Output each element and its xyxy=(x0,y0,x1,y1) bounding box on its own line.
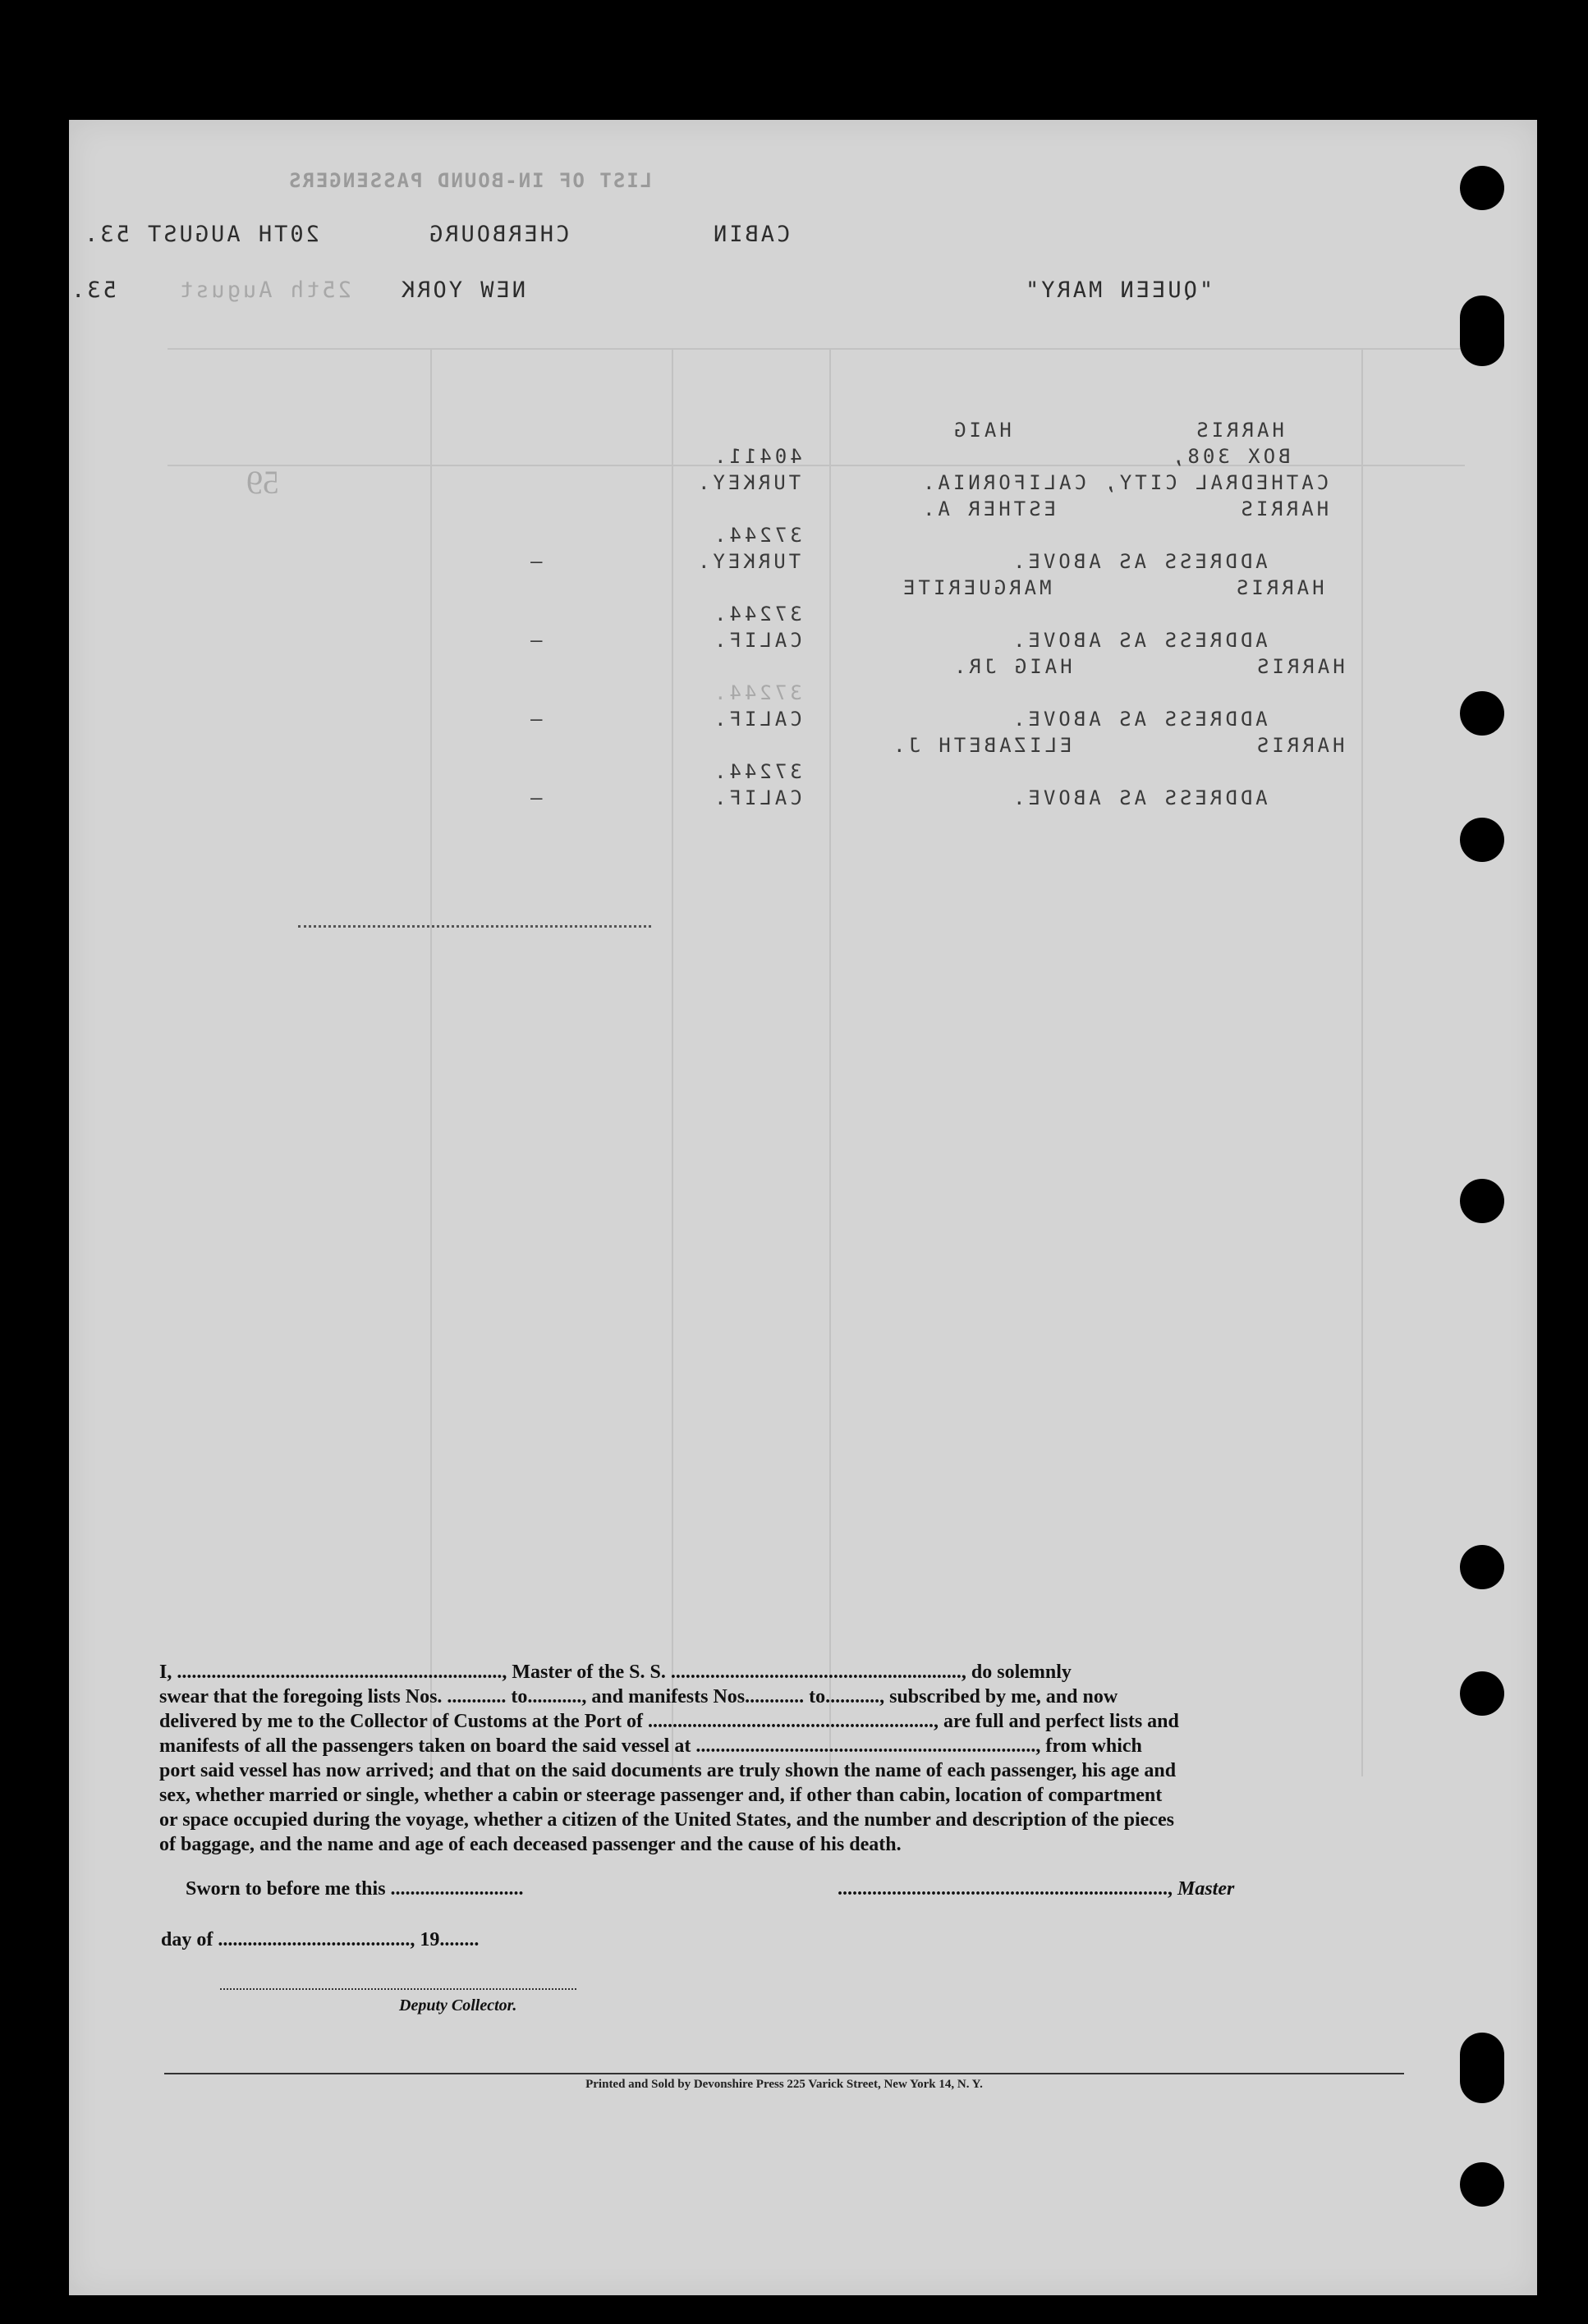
header-date: 20TH AUGUST 53. xyxy=(82,222,319,247)
header-port-to: NEW YORK xyxy=(399,277,526,303)
ghost-number: 59 xyxy=(246,464,279,501)
entry-0-country: TURKEY. xyxy=(695,471,801,494)
punch-hole xyxy=(1460,691,1504,736)
entry-4-country: CALIF. xyxy=(711,786,802,809)
master-label: Master xyxy=(1177,1878,1235,1900)
punch-hole xyxy=(1460,1545,1504,1589)
ghost-column xyxy=(1361,348,1363,1776)
entry-0-line2: BOX 308, xyxy=(1169,445,1291,468)
entry-2-mark: – xyxy=(527,629,543,652)
oath-block xyxy=(159,1660,1406,1857)
entry-4-mark: – xyxy=(527,786,543,809)
oath-line: I, .................................................................., Master of the S. S. ..........................................................., do solemnly xyxy=(159,1662,1072,1683)
day-of-line: day of ......................................., 19........ xyxy=(161,1929,480,1950)
oath-line: manifests of all the passengers taken on board the said vessel at ....................................................................., from which xyxy=(159,1735,1142,1757)
master-dots: ..................................................................., xyxy=(838,1878,1177,1900)
entry-3-country: CALIF. xyxy=(711,708,802,731)
entry-2-line1: HARRIS MARGUERITE xyxy=(900,576,1324,599)
ghost-title: LIST OF IN-BOUND PASSENGERS xyxy=(287,169,653,192)
entry-3-line2: ADDRESS AS ABOVE. xyxy=(1010,708,1268,731)
entry-1-mark: – xyxy=(527,550,543,573)
entry-3-line1: HARRIS HAIG JR. xyxy=(951,655,1345,678)
ghost-column xyxy=(672,348,673,1776)
entry-1-code: 37244. xyxy=(711,524,802,547)
printer-imprint: Printed and Sold by Devonshire Press 225 Varick Street, New York 14, N. Y. xyxy=(585,2078,983,2091)
entry-0-line1: HARRIS HAIG xyxy=(951,419,1284,442)
deputy-collector-label: Deputy Collector. xyxy=(399,1996,517,2015)
entry-4-line2: ADDRESS AS ABOVE. xyxy=(1010,786,1268,809)
manifest-page xyxy=(69,120,1537,2295)
header-arrival: 25th August xyxy=(177,277,351,303)
oath-line: swear that the foregoing lists Nos. ............ to..........., and manifests Nos............ to..........., subscribed by me, and now xyxy=(159,1686,1118,1707)
entry-1-country: TURKEY. xyxy=(695,550,801,573)
punch-hole xyxy=(1460,166,1504,210)
header-ship: "QUEEN MARY" xyxy=(1023,277,1214,303)
entry-1-line2: ADDRESS AS ABOVE. xyxy=(1010,550,1268,573)
punch-hole xyxy=(1460,818,1504,862)
oath-line: delivered by me to the Collector of Customs at the Port of .........................................................., are full and perfect lists and xyxy=(159,1711,1179,1732)
entry-1-line1: HARRIS ESTHER A. xyxy=(920,497,1329,520)
punch-hole xyxy=(1460,296,1504,366)
punch-hole xyxy=(1460,1671,1504,1716)
entry-2-country: CALIF. xyxy=(711,629,802,652)
footer-rule xyxy=(164,2073,1404,2074)
entry-3-code: 37244. xyxy=(711,681,802,704)
header-class: CABIN xyxy=(711,222,791,247)
oath-line: of baggage, and the name and age of each deceased passenger and the cause of his death. xyxy=(159,1834,902,1855)
ghost-column xyxy=(829,348,831,1776)
ghost-rule xyxy=(168,348,1465,350)
oath-line: or space occupied during the voyage, whether a citizen of the United States, and the number and description of the pieces xyxy=(159,1809,1174,1831)
entry-0-code: 40411. xyxy=(711,445,802,468)
header-year: 53. xyxy=(69,277,117,303)
header-port-from: CHERBOURG xyxy=(427,222,570,247)
punch-hole xyxy=(1460,2033,1504,2103)
entry-2-line2: ADDRESS AS ABOVE. xyxy=(1010,629,1268,652)
entry-4-line1: HARRIS ELIZABETH J. xyxy=(890,734,1345,757)
oath-line: port said vessel has now arrived; and that on the said documents are truly shown the name of each passenger, his age and xyxy=(159,1760,1177,1781)
dotted-separator xyxy=(298,925,651,928)
entry-2-code: 37244. xyxy=(711,603,802,626)
sworn-label: Sworn to before me this ........................... xyxy=(186,1878,524,1900)
ghost-column xyxy=(430,348,432,1776)
entry-3-mark: – xyxy=(527,708,543,731)
master-signature-line xyxy=(838,1878,1234,1900)
entry-0-line3: CATHEDRAL CITY, CALIFORNIA. xyxy=(920,471,1329,494)
punch-hole xyxy=(1460,2162,1504,2207)
punch-hole xyxy=(1460,1179,1504,1223)
oath-line: sex, whether married or single, whether a cabin or steerage passenger and, if other than cabin, location of compartment xyxy=(159,1785,1163,1806)
deputy-signature-line xyxy=(220,1988,576,1990)
entry-4-code: 37244. xyxy=(711,760,802,783)
